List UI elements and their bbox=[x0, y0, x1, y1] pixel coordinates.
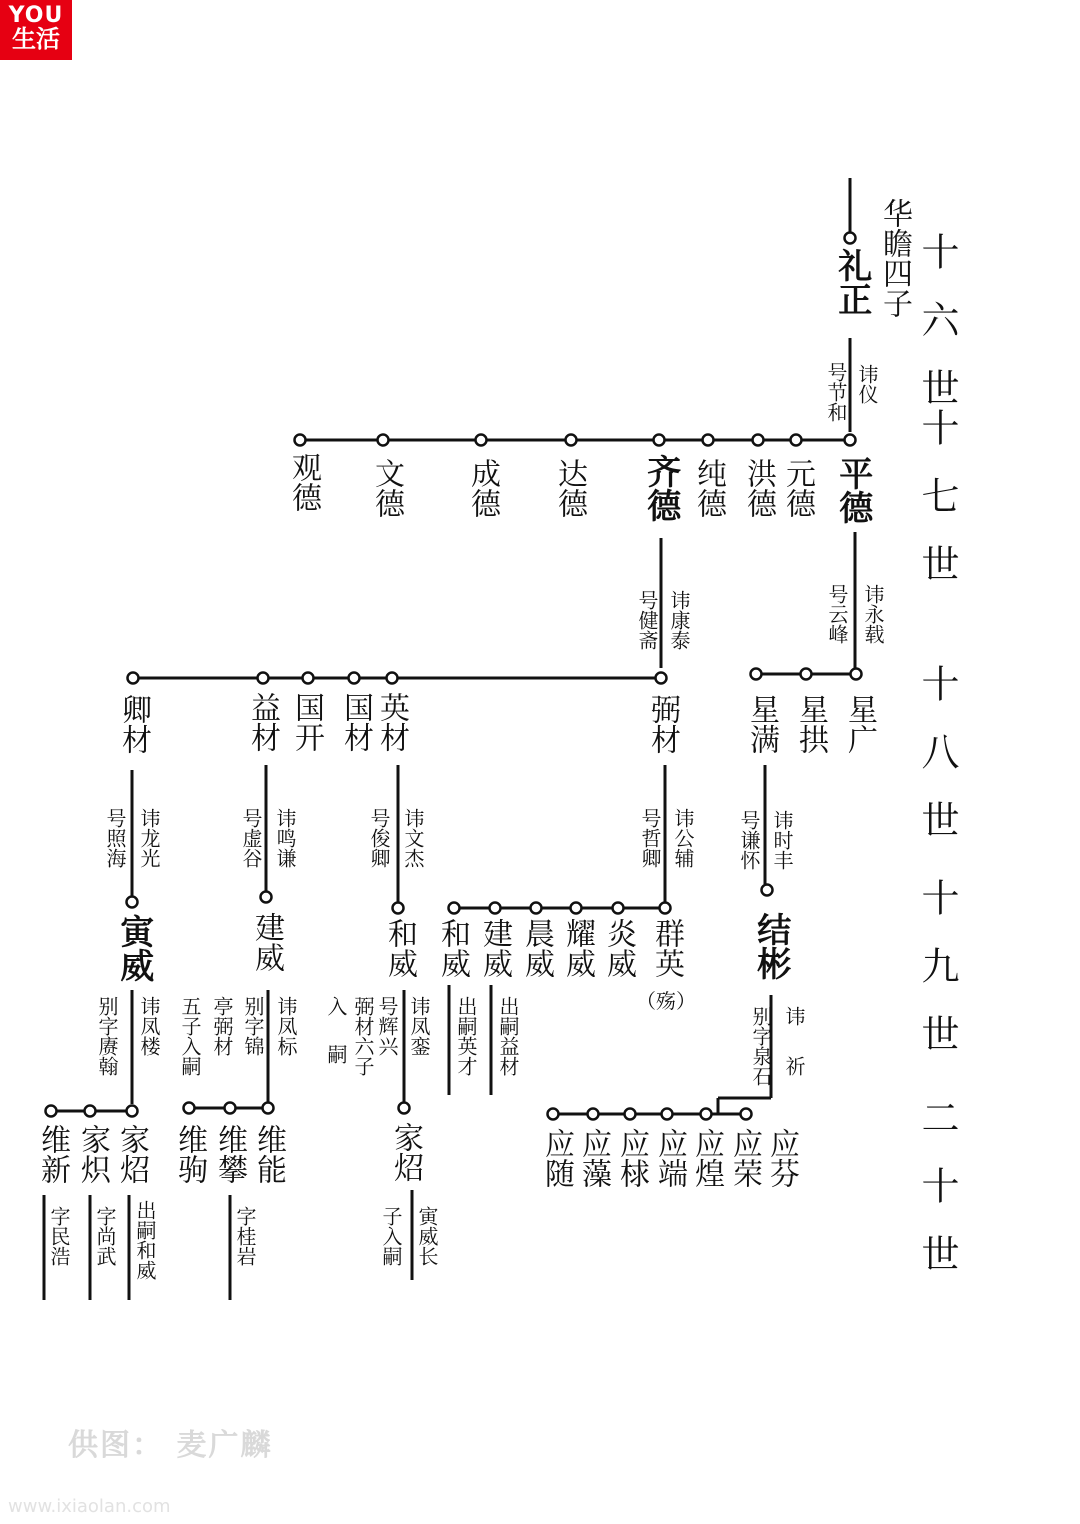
person-jiazhao-a: 家炤 bbox=[114, 1124, 149, 1184]
node bbox=[127, 1106, 138, 1117]
generation-16: 十六世 bbox=[915, 232, 959, 436]
person-pingde: 平德 bbox=[832, 456, 873, 524]
annotation: 五子入嗣 bbox=[178, 996, 202, 1076]
annotation: 讳凤銮 bbox=[407, 996, 431, 1056]
generation-19: 十九世 bbox=[915, 878, 959, 1082]
node bbox=[571, 903, 582, 914]
annotation: 寅威长 bbox=[415, 1206, 439, 1266]
annotation: 出嗣和威 bbox=[133, 1200, 157, 1280]
node bbox=[753, 435, 764, 446]
annotation: 讳鸣谦 bbox=[273, 808, 297, 868]
qunying-note: （殇） bbox=[636, 989, 696, 1013]
person-weineng: 维能 bbox=[251, 1124, 286, 1184]
person-yingrong: 应荣 bbox=[727, 1128, 762, 1188]
person-yaowei: 耀威 bbox=[560, 918, 595, 978]
annotation: 亭弼材 bbox=[210, 996, 234, 1056]
node bbox=[476, 435, 487, 446]
person-yingzao: 应藻 bbox=[576, 1128, 611, 1188]
person-chunde: 纯德 bbox=[691, 458, 726, 518]
annotation: 号云峰 bbox=[825, 584, 849, 644]
annotation: 讳凤楼 bbox=[137, 996, 161, 1056]
annotation: 讳永载 bbox=[861, 584, 885, 644]
node bbox=[660, 903, 671, 914]
node bbox=[378, 435, 389, 446]
annotation: 讳康泰 bbox=[667, 590, 691, 650]
person-yingsui: 应随 bbox=[539, 1128, 574, 1188]
node bbox=[261, 892, 272, 903]
annotation: 字尚武 bbox=[93, 1206, 117, 1266]
person-lizheng: 礼正 bbox=[831, 248, 872, 316]
annotation: 字民浩 bbox=[47, 1206, 71, 1266]
person-yingjiao: 应梂 bbox=[614, 1128, 649, 1188]
image-credit: 供图： 麦广麟 bbox=[68, 1428, 273, 1463]
person-xinggong: 星拱 bbox=[793, 694, 828, 754]
annotation: 别字锦 bbox=[241, 996, 265, 1056]
person-jiebin: 结彬 bbox=[750, 912, 791, 980]
node bbox=[751, 669, 762, 680]
node bbox=[701, 1109, 712, 1120]
node bbox=[613, 903, 624, 914]
person-hewei-a: 和威 bbox=[435, 918, 470, 978]
person-guocai: 国材 bbox=[338, 692, 373, 752]
person-yinghuang: 应煌 bbox=[689, 1128, 724, 1188]
annotation: 号俊卿 bbox=[367, 808, 391, 868]
node bbox=[762, 885, 773, 896]
annotation: 号辉兴 bbox=[375, 996, 399, 1056]
annotation: 讳文杰 bbox=[401, 808, 425, 868]
annotation: 讳祈 bbox=[782, 1006, 806, 1106]
node bbox=[703, 435, 714, 446]
node bbox=[531, 903, 542, 914]
person-wende: 文德 bbox=[369, 458, 404, 518]
gen16-note: 华瞻四子 bbox=[877, 198, 912, 318]
annotation: 字桂岩 bbox=[233, 1206, 257, 1266]
person-qingcai: 卿材 bbox=[116, 694, 151, 754]
person-jiazhi: 家炽 bbox=[75, 1124, 110, 1184]
person-guokai: 国开 bbox=[289, 692, 324, 752]
person-weixin: 维新 bbox=[35, 1124, 70, 1184]
annotation: 子入嗣 bbox=[379, 1206, 403, 1266]
node bbox=[741, 1109, 752, 1120]
annotation: 号哲卿 bbox=[638, 808, 662, 868]
node bbox=[801, 669, 812, 680]
annotation: 出嗣英才 bbox=[454, 996, 478, 1076]
node bbox=[449, 903, 460, 914]
node bbox=[184, 1103, 195, 1114]
node bbox=[387, 673, 398, 684]
node bbox=[548, 1109, 559, 1120]
annotation: 讳公辅 bbox=[671, 808, 695, 868]
person-hongde: 洪德 bbox=[741, 458, 776, 518]
person-yicai: 益材 bbox=[245, 692, 280, 752]
person-jianwei-a: 建威 bbox=[477, 918, 512, 978]
generation-17: 十七世 bbox=[915, 408, 959, 612]
node bbox=[791, 435, 802, 446]
logo-line1: YOU bbox=[8, 3, 64, 28]
annotation: 讳时丰 bbox=[770, 810, 794, 870]
annotation: 号健斋 bbox=[635, 590, 659, 650]
node bbox=[128, 673, 139, 684]
person-jianwei-b: 建威 bbox=[249, 912, 284, 972]
annotation: 别字赓翰 bbox=[95, 996, 119, 1076]
node bbox=[845, 233, 856, 244]
node bbox=[349, 673, 360, 684]
annotation: 号虚谷 bbox=[239, 808, 263, 868]
node bbox=[654, 435, 665, 446]
node bbox=[258, 673, 269, 684]
person-dade: 达德 bbox=[552, 458, 587, 518]
person-yingcai: 英材 bbox=[374, 692, 409, 752]
node bbox=[46, 1106, 57, 1117]
node bbox=[393, 903, 404, 914]
node bbox=[490, 903, 501, 914]
watermark: www.ixiaolan.com bbox=[8, 1496, 171, 1517]
person-xingman: 星满 bbox=[744, 694, 779, 754]
person-yingfen: 应芬 bbox=[764, 1128, 799, 1188]
person-qide: 齐德 bbox=[640, 454, 681, 522]
person-qunying: 群英 bbox=[649, 918, 684, 978]
annotation: 别字泉石 bbox=[749, 1006, 773, 1086]
node bbox=[845, 435, 856, 446]
annotation: 出嗣益材 bbox=[496, 996, 520, 1076]
person-yingduan: 应端 bbox=[652, 1128, 687, 1188]
node bbox=[225, 1103, 236, 1114]
node bbox=[662, 1109, 673, 1120]
person-chenwei: 晨威 bbox=[519, 918, 554, 978]
node bbox=[263, 1103, 274, 1114]
node bbox=[85, 1106, 96, 1117]
annotation: 讳凤标 bbox=[274, 996, 298, 1056]
node bbox=[656, 673, 667, 684]
node bbox=[399, 1103, 410, 1114]
person-bicai: 弼材 bbox=[645, 694, 680, 754]
person-chengde: 成德 bbox=[465, 458, 500, 518]
person-hewei-b: 和威 bbox=[382, 918, 417, 978]
node bbox=[588, 1109, 599, 1120]
node bbox=[303, 673, 314, 684]
node bbox=[625, 1109, 636, 1120]
person-yuande: 元德 bbox=[780, 458, 815, 518]
annotation: 号照海 bbox=[103, 808, 127, 868]
annotation: 弼材六子 bbox=[351, 996, 375, 1076]
node bbox=[566, 435, 577, 446]
annotation: 号节和 bbox=[824, 362, 848, 422]
person-weipan: 维攀 bbox=[212, 1124, 247, 1184]
annotation: 号谦怀 bbox=[737, 810, 761, 870]
node bbox=[127, 897, 138, 908]
person-yinwei: 寅威 bbox=[113, 914, 154, 982]
annotation: 入嗣 bbox=[324, 996, 348, 1092]
person-xingguang: 星广 bbox=[842, 694, 877, 754]
person-yanwei: 炎威 bbox=[601, 918, 636, 978]
generation-18: 十八世 bbox=[915, 664, 959, 868]
node bbox=[851, 669, 862, 680]
annotation: 讳仪 bbox=[855, 364, 879, 404]
person-guande: 观德 bbox=[286, 452, 321, 512]
person-weiju: 维驹 bbox=[172, 1124, 207, 1184]
generation-20: 二十世 bbox=[915, 1098, 959, 1302]
logo-line2: 生活 bbox=[12, 25, 60, 53]
annotation: 讳龙光 bbox=[137, 808, 161, 868]
node bbox=[295, 435, 306, 446]
person-jiazhao-b: 家炤 bbox=[388, 1122, 423, 1182]
